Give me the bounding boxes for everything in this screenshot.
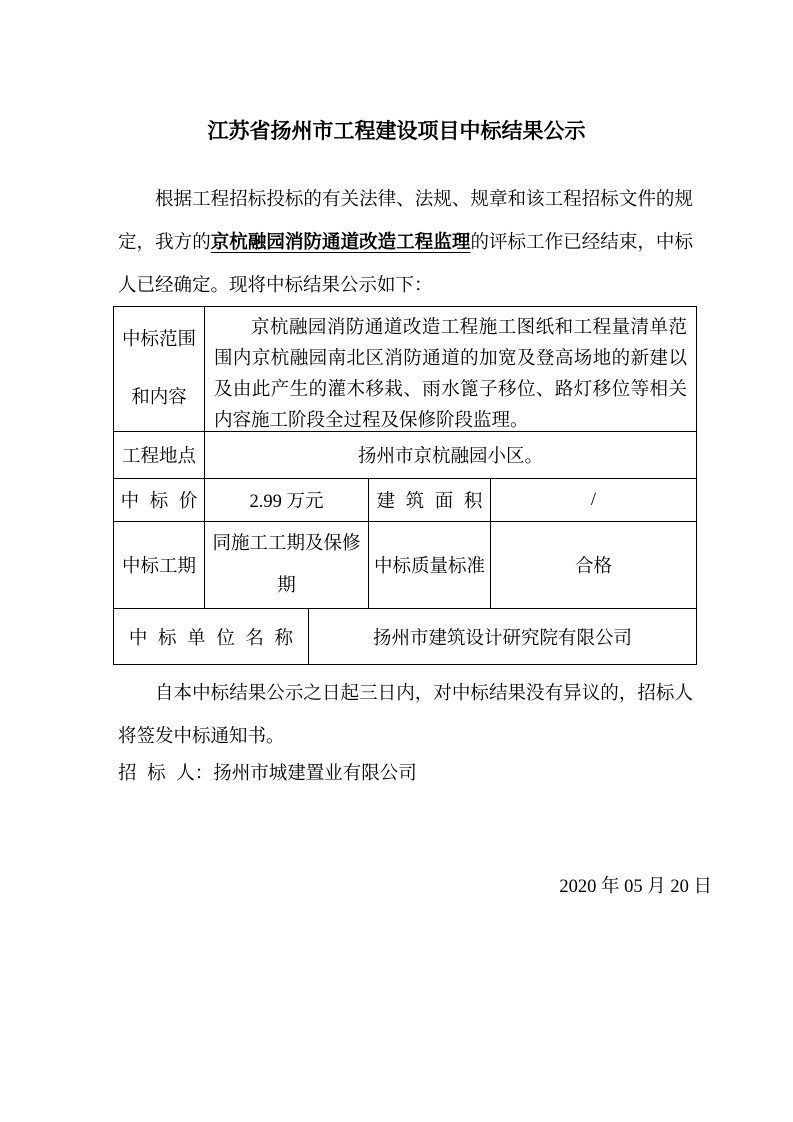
tenderer-value: 扬州市城建置业有限公司 — [213, 764, 417, 784]
tenderer-line — [118, 753, 693, 796]
tenderer-label: 招 标 人： — [118, 764, 214, 784]
scope-label: 中标范围和内容 — [121, 330, 196, 408]
table-row-price-area — [114, 478, 696, 521]
table-row-scope — [114, 307, 696, 431]
duration-value-cell — [204, 522, 368, 608]
project-name-emphasis: 京杭融园消防通道改造工程监理 — [210, 233, 471, 253]
scope-content-cell: 京杭融园消防通道改造工程施工图纸和工程量清单范围内京杭融园南北区消防通道的加宽及登高场地的新建以及由此产生的灌木移栽、雨水篦子移位、路灯移位等相关内容施工阶段全过程及保修阶段监理。 — [204, 307, 696, 431]
quality-label-cell: 中标质量标准 — [368, 522, 490, 608]
table-row-duration-quality — [114, 521, 696, 608]
quality-value-cell: 合格 — [490, 522, 696, 608]
intro-text-post: 的评标工作已经结束，中标人已经确定。现将中标结果公示如下： — [118, 233, 693, 296]
area-value-cell: / — [490, 479, 696, 521]
area-label-cell: 建 筑 面 积 — [368, 479, 490, 521]
table-row-winner — [114, 608, 696, 664]
location-label-cell: 工程地点 — [121, 447, 196, 467]
date-line: 2020 年 05 月 20 日 — [559, 877, 712, 897]
winner-label-cell: 中 标 单 位 名 称 — [128, 628, 294, 649]
duration-value: 同施工工期及保修期 — [212, 534, 361, 596]
page-title: 江苏省扬州市工程建设项目中标结果公示 — [207, 119, 586, 144]
price-label-cell: 中 标 价 — [120, 492, 198, 512]
price-value-cell: 2.99 万元 — [204, 479, 368, 521]
bid-result-table — [113, 306, 697, 665]
intro-paragraph — [118, 179, 693, 308]
intro-text-pre: 根据工程招标投标的有关法律、法规、规章和该工程招标文件的规定，我方的 — [118, 190, 693, 253]
winner-value-cell: 扬州市建筑设计研究院有限公司 — [308, 609, 696, 664]
closing-paragraph: 自本中标结果公示之日起三日内，对中标结果没有异议的，招标人将签发中标通知书。 — [118, 684, 693, 747]
location-value-cell: 扬州市京杭融园小区。 — [204, 432, 696, 478]
scope-label-cell — [114, 307, 204, 431]
table-row-location — [114, 431, 696, 478]
duration-label-cell: 中标工期 — [121, 557, 196, 577]
